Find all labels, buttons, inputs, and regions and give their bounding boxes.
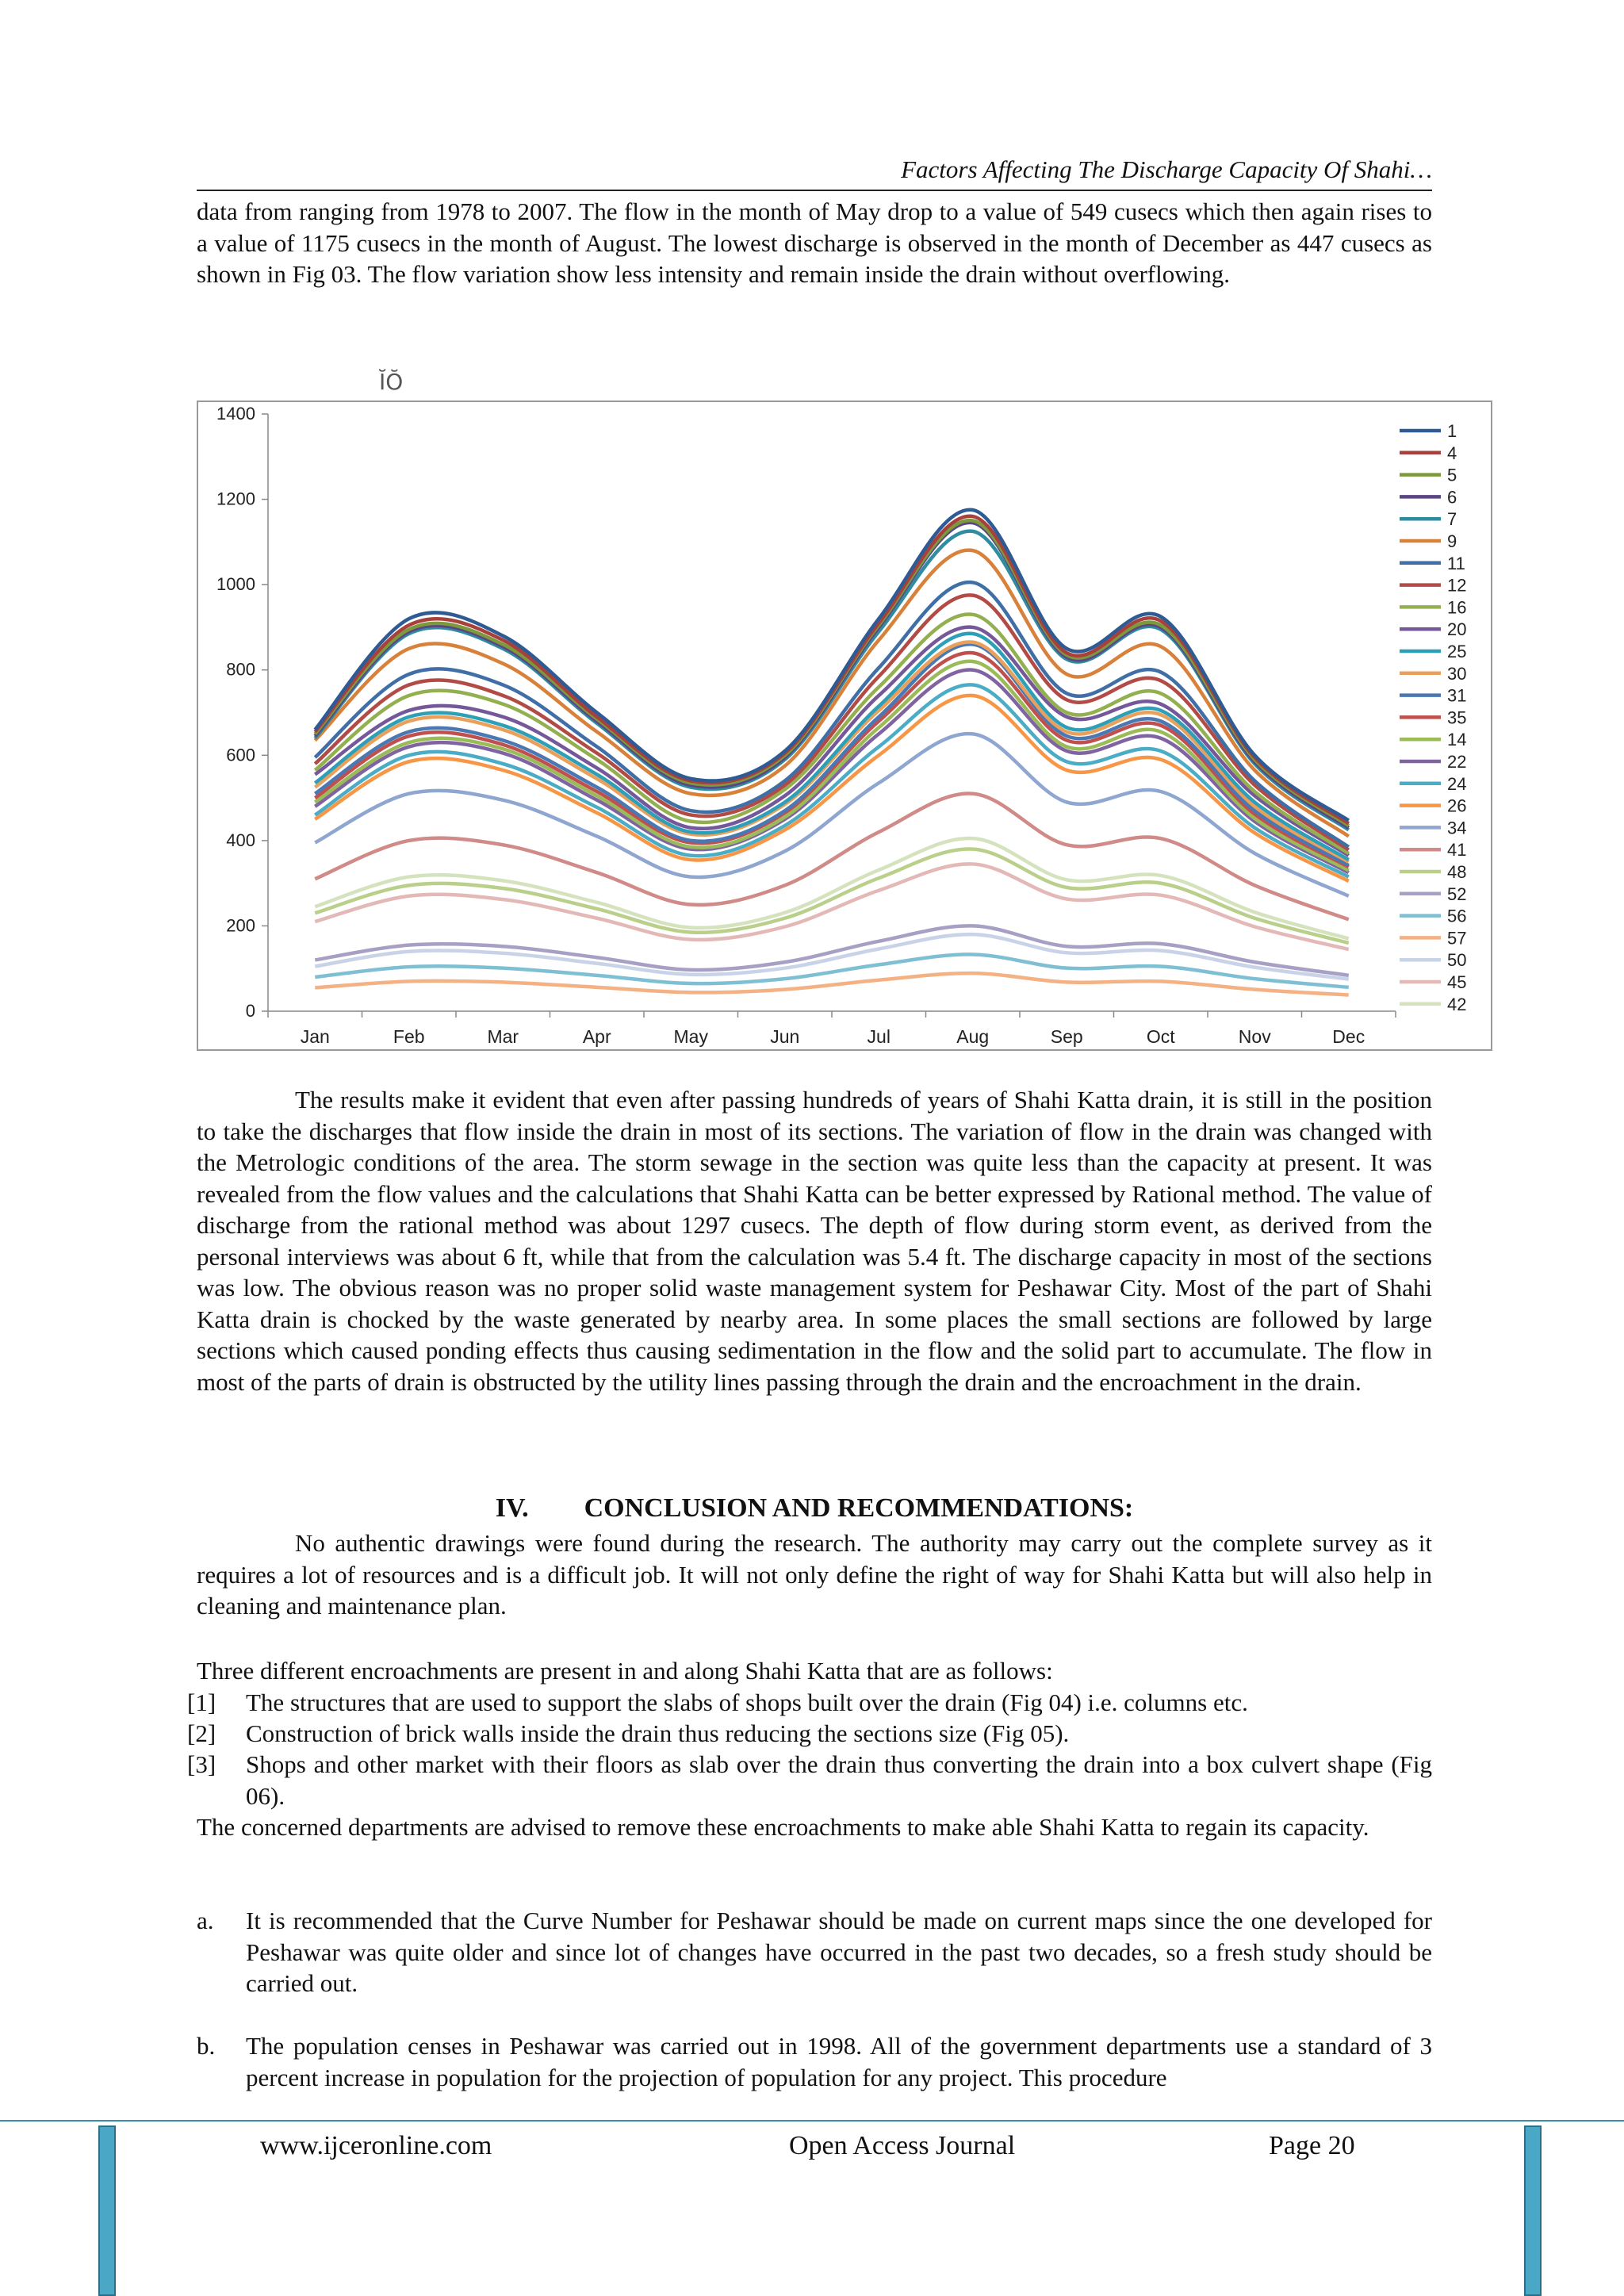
legend-label: 45	[1447, 972, 1467, 992]
legend-label: 6	[1447, 487, 1457, 508]
conclusion-paragraph: No authentic drawings were found during the research. The authority may carry out the complete survey as it requires a lot of resources and is a difficult job. It will not only define the right of way for Shahi Katta but will also help in cleaning and maintenance plan.	[197, 1529, 1432, 1619]
list-item: Shops and other market with their floors as slab over the drain thus converting the drain into a box culvert shape (Fig 06).	[246, 1750, 1432, 1810]
chart-tag: ĬŎ	[379, 369, 404, 395]
list-item: The structures that are used to support the slabs of shops built over the drain (Fig 04) i.e. columns etc.	[246, 1688, 1248, 1716]
y-tick-label: 800	[226, 659, 255, 680]
legend-label: 25	[1447, 642, 1467, 661]
x-tick-label: Oct	[1146, 1026, 1175, 1047]
list-item: Construction of brick walls inside the drain thus reducing the sections size (Fig 05).	[246, 1719, 1070, 1747]
legend-label: 11	[1447, 553, 1465, 573]
legend-label: 52	[1447, 884, 1467, 904]
y-tick-label: 1200	[216, 489, 255, 509]
list-item: The population censes in Peshawar was carried out in 1998. All of the government departments use a standard of 3 percent increase in population for the projection of population for any project. This procedure	[246, 2032, 1432, 2091]
legend-label: 5	[1447, 465, 1457, 485]
legend-label: 42	[1447, 994, 1467, 1014]
legend-label: 12	[1447, 575, 1467, 596]
legend-label: 4	[1447, 443, 1457, 463]
x-tick-label: Nov	[1238, 1026, 1271, 1047]
x-tick-label: Feb	[393, 1026, 425, 1047]
footer-bar-left	[98, 2125, 116, 2296]
legend-label: 24	[1447, 773, 1467, 794]
footer-website[interactable]: www.ijceronline.com	[260, 2131, 492, 2160]
x-tick-label: Apr	[582, 1026, 611, 1047]
list-marker: [3]	[187, 1750, 216, 1778]
x-tick-label: Jun	[770, 1026, 800, 1047]
legend-label: 57	[1447, 928, 1467, 949]
section-title: CONCLUSION AND RECOMMENDATIONS:	[584, 1493, 1134, 1523]
legend-label: 41	[1447, 840, 1467, 861]
legend-label: 31	[1447, 685, 1467, 706]
y-tick-label: 600	[226, 745, 255, 765]
legend-label: 14	[1447, 730, 1467, 750]
legend-label: 1	[1447, 421, 1457, 441]
x-tick-label: Sep	[1050, 1026, 1083, 1047]
footer-journal: Open Access Journal	[789, 2131, 1016, 2160]
legend-label: 26	[1447, 795, 1467, 816]
list-marker: [2]	[187, 1719, 216, 1747]
chart-svg	[198, 402, 1491, 1049]
x-tick-label: Mar	[487, 1026, 519, 1047]
x-tick-label: Dec	[1332, 1026, 1365, 1047]
x-tick-label: May	[673, 1026, 708, 1047]
legend-label: 34	[1447, 818, 1467, 838]
results-paragraph: The results make it evident that even after passing hundreds of years of Shahi Katta drain, it is still in the position to take the discharges that flow inside the drain in most of its sections. The variation of flow in the drain was changed with the Metrologic conditions of the area. The storm sewage in the section was quite less than the capacity at present. It was revealed from the flow values and the calculations that Shahi Katta can be better expressed by Rational method. The value of discharge from the rational method was about 1297 cusecs. The depth of flow during storm event, as derived from the personal interviews was about 6 ft, while that from the calculation was 5.4 ft. The discharge capacity in most of the sections was low. The obvious reason was no proper solid waste management system for Peshawar City. Most of the part of Shahi Katta drain is chocked by the waste generated by nearby area. In some places the small sections are followed by large sections which caused ponding effects thus causing sedimentation in the flow and the solid part to accumulate. The flow in most of the parts of drain is obstructed by the utility lines passing through the drain and the encroachment in the drain.	[197, 1086, 1432, 1396]
discharge-chart	[197, 401, 1492, 1051]
legend-label: 48	[1447, 862, 1467, 882]
legend-label: 22	[1447, 752, 1467, 772]
y-tick-label: 1400	[216, 404, 255, 424]
legend-label: 30	[1447, 663, 1467, 684]
footer-rule	[0, 2120, 1624, 2122]
legend-label: 7	[1447, 509, 1457, 530]
legend-label: 50	[1447, 950, 1467, 971]
list-marker: a.	[197, 1907, 214, 1934]
running-header: Factors Affecting The Discharge Capacity Of Shahi…	[901, 155, 1432, 183]
encroachment-intro: Three different encroachments are present in and along Shahi Katta that are as follows:	[197, 1657, 1053, 1685]
list-marker: [1]	[187, 1688, 216, 1716]
advice-paragraph: The concerned departments are advised to remove these encroachments to make able Shahi Katta to regain its capacity.	[197, 1813, 1369, 1841]
x-tick-label: Jul	[867, 1026, 891, 1047]
y-tick-label: 1000	[216, 574, 255, 595]
y-tick-label: 0	[245, 1001, 255, 1021]
x-tick-label: Jan	[300, 1026, 330, 1047]
y-tick-label: 200	[226, 915, 255, 936]
series-line-57	[315, 973, 1349, 995]
footer-page-number: Page 20	[1269, 2131, 1355, 2160]
header-rule	[197, 190, 1432, 191]
footer-bar-right	[1524, 2125, 1542, 2296]
intro-paragraph: data from ranging from 1978 to 2007. The flow in the month of May drop to a value of 549 cusecs which then again rises to a value of 1175 cusecs in the month of August. The lowest discharge is observed in the month of December as 447 cusecs as shown in Fig 03. The flow variation show less intensity and remain inside the drain without overflowing.	[197, 197, 1432, 288]
section-heading	[197, 1493, 1432, 1524]
legend-label: 56	[1447, 906, 1467, 926]
list-marker: b.	[197, 2032, 216, 2060]
section-number: IV.	[495, 1493, 529, 1523]
list-item: It is recommended that the Curve Number for Peshawar should be made on current maps since the one developed for Peshawar was quite older and since lot of changes have occurred in the past two decades, so a fresh study should be carried out.	[246, 1907, 1432, 1997]
y-tick-label: 400	[226, 830, 255, 850]
legend-label: 35	[1447, 707, 1467, 728]
legend-label: 20	[1447, 619, 1467, 640]
x-tick-label: Aug	[956, 1026, 990, 1047]
legend-label: 16	[1447, 597, 1467, 618]
legend-label: 9	[1447, 531, 1457, 551]
